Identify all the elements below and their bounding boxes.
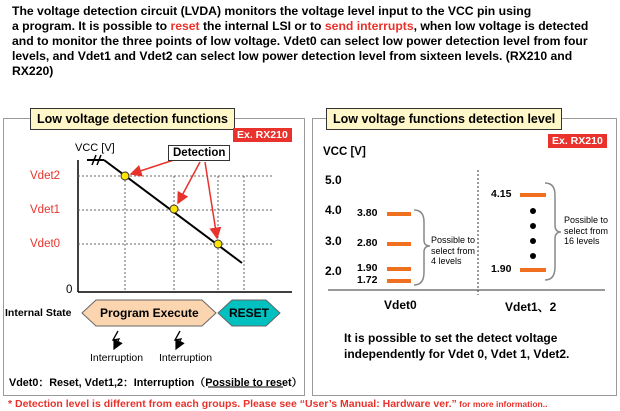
dot-4 xyxy=(530,253,536,259)
vdet0-bar-190 xyxy=(387,267,411,271)
intro-interrupts: send interrupts xyxy=(324,19,414,33)
left-example-badge: Ex. RX210 xyxy=(233,128,292,142)
zero-label: 0 xyxy=(66,284,73,296)
possible-4-line-3: 4 levels xyxy=(431,256,462,266)
dot-3 xyxy=(530,238,536,244)
vdet12-bracket xyxy=(545,183,561,280)
vdet0-value-380: 3.80 xyxy=(357,207,378,219)
vdet0-label: Vdet0 xyxy=(30,238,61,250)
detection-label: Detection xyxy=(168,145,230,161)
axis-40: 4.0 xyxy=(325,203,342,217)
right-example-badge: Ex. RX210 xyxy=(548,134,607,148)
vdet0-value-280: 2.80 xyxy=(357,237,378,249)
note-part-b: Possible to reset xyxy=(205,377,292,389)
vdet0-value-172: 1.72 xyxy=(357,274,378,286)
intro-text-1: The voltage detection circuit (LVDA) monitors the voltage level input to the VCC pin using xyxy=(12,4,532,18)
possible-16-line-1: Possible to xyxy=(564,215,609,225)
possible-16-levels xyxy=(564,215,608,247)
vdet12-column-label: Vdet1、2 xyxy=(505,300,557,314)
interruption-label-1: Interruption xyxy=(90,352,144,364)
internal-state-label: Internal State xyxy=(5,307,72,319)
right-description xyxy=(344,330,569,362)
footer-text: * Detection level is different from each groups. Please see “User’s Manual: Hardware ver.” xyxy=(8,398,457,410)
vdet0-value-190: 1.90 xyxy=(357,262,378,274)
program-execute-label: Program Execute xyxy=(100,306,199,320)
vdet12-bar-415 xyxy=(520,193,546,197)
intro-text-3: the internal LSI or to xyxy=(199,19,325,33)
axis-50: 5.0 xyxy=(325,173,342,187)
footer-note xyxy=(8,398,547,410)
right-description-1: It is possible to set the detect voltage xyxy=(344,331,558,345)
axis-20: 2.0 xyxy=(325,264,342,278)
vdet0-bar-280 xyxy=(387,242,411,246)
vdet2-label: Vdet2 xyxy=(30,170,61,182)
left-vcc-label: VCC [V] xyxy=(75,142,115,154)
dot-1 xyxy=(530,208,536,214)
right-vcc-label: VCC [V] xyxy=(323,146,366,158)
right-description-2: independently for Vdet 0, Vdet 1, Vdet2. xyxy=(344,347,570,361)
vdet0-column-label: Vdet0 xyxy=(384,298,417,312)
vdet1-label: Vdet1 xyxy=(30,204,61,216)
vdet12-bar-190 xyxy=(520,268,546,272)
intro-text-4: , when low voltage is detected and to monitor the three points of low voltage. Vdet0 can select low power detection level from four levels, and Vdet1 and Vdet2 can select low power detection level from sixteen levels. (RX210 and RX220) xyxy=(12,19,589,78)
note-part-a: Vdet0：Reset, Vdet1,2：Interruption（ xyxy=(9,377,206,389)
vdet12-value-415: 4.15 xyxy=(491,188,512,200)
possible-16-line-2: select from xyxy=(564,225,609,236)
vdet0-bracket xyxy=(414,210,430,285)
footer-small: for more information.. xyxy=(456,399,548,409)
axis-30: 3.0 xyxy=(325,234,342,248)
note-part-c: ） xyxy=(291,377,303,389)
intro-text-2: a program. It is possible to xyxy=(12,19,171,33)
possible-4-levels xyxy=(431,235,475,267)
vdet0-bar-380 xyxy=(387,212,411,216)
intro-reset: reset xyxy=(170,19,200,33)
left-panel-title: Low voltage detection functions xyxy=(30,108,235,130)
right-panel-title: Low voltage functions detection level xyxy=(326,108,562,130)
possible-16-line-3: 16 levels xyxy=(564,236,600,246)
reset-label: RESET xyxy=(229,306,270,320)
vdet0-bar-172 xyxy=(387,279,411,283)
possible-4-line-1: Possible to xyxy=(431,235,476,245)
possible-4-line-2: select from xyxy=(431,245,476,256)
dot-2 xyxy=(530,223,536,229)
vdet12-value-190: 1.90 xyxy=(491,263,512,275)
interruption-label-2: Interruption xyxy=(159,352,213,364)
